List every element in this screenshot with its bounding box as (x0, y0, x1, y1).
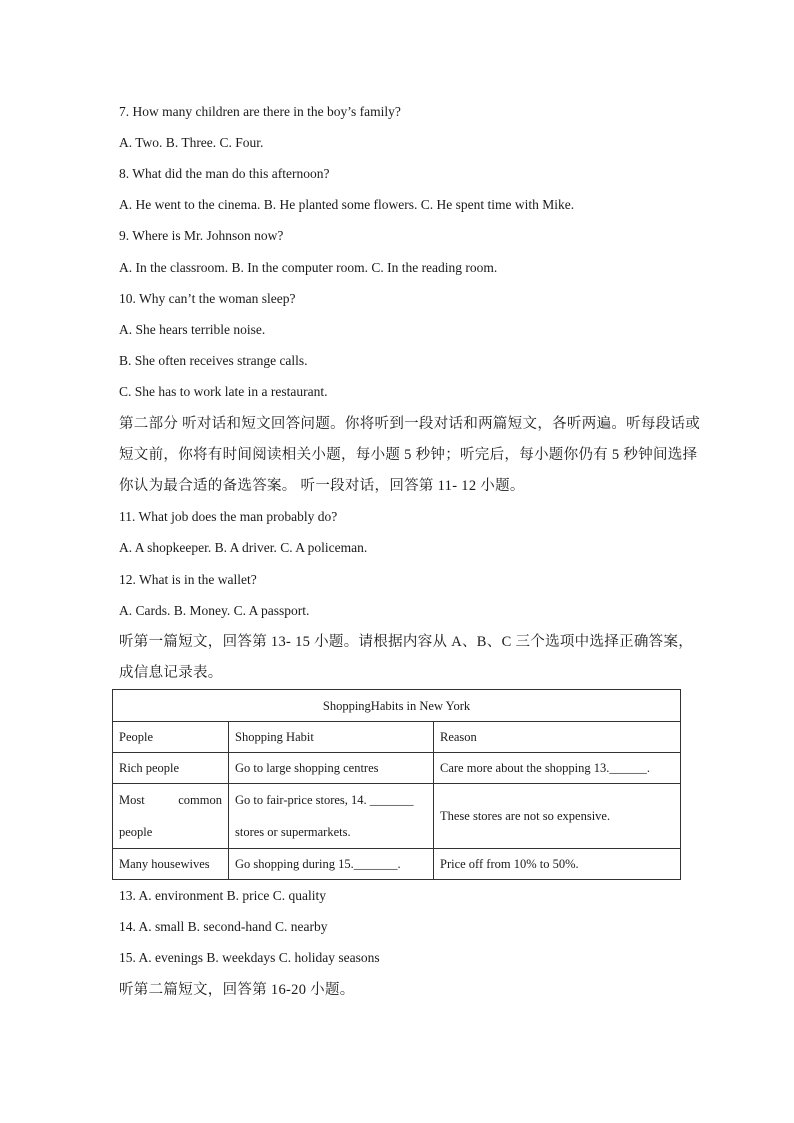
table-title: ShoppingHabits in New York (113, 690, 681, 722)
question-8: 8. What did the man do this afternoon? (119, 166, 330, 181)
cell-reason: These stores are not so expensive. (434, 784, 681, 849)
table-row (113, 849, 681, 880)
question-9: 9. Where is Mr. Johnson now? (119, 228, 284, 243)
question-13: 13. A. environment B. price C. quality (119, 888, 326, 903)
part2-instructions-line3: 你认为最合适的备选答案。 听一段对话，回答第 11- 12 小题。 (119, 478, 525, 494)
answer-7: A. Two. B. Three. C. Four. (119, 135, 264, 150)
table-header-row (113, 722, 681, 753)
cell-people-word3: people (119, 825, 153, 839)
cell-people-word2: common (178, 793, 222, 807)
answer-8: A. He went to the cinema. B. He planted some flowers. C. He spent time with Mike. (119, 197, 575, 212)
cell-habit (229, 784, 434, 849)
answer-11: A. A shopkeeper. B. A driver. C. A policeman. (119, 540, 368, 555)
table-row (113, 784, 681, 849)
answer-12: A. Cards. B. Money. C. A passport. (119, 603, 310, 618)
passage1-instructions-line2: 成信息记录表。 (119, 665, 223, 681)
part2-instructions-line1: 第二部分 听对话和短文回答问题。你将听到一段对话和两篇短文，各听两遍。听每段话或 (119, 416, 701, 432)
cell-habit: Go to large shopping centres (229, 753, 434, 784)
answer-10-a: A. She hears terrible noise. (119, 322, 266, 337)
cell-reason: Price off from 10% to 50%. (434, 849, 681, 880)
header-reason: Reason (434, 722, 681, 753)
cell-reason: Care more about the shopping 13.______. (434, 753, 681, 784)
table-row (113, 753, 681, 784)
passage2-instructions: 听第二篇短文，回答第 16-20 小题。 (119, 982, 355, 998)
question-15: 15. A. evenings B. weekdays C. holiday seasons (119, 950, 380, 965)
shopping-habits-table (112, 689, 681, 880)
header-people: People (113, 722, 229, 753)
answer-9: A. In the classroom. B. In the computer room. C. In the reading room. (119, 260, 498, 275)
answer-10-c: C. She has to work late in a restaurant. (119, 384, 328, 399)
passage1-instructions-line1: 听第一篇短文，回答第 13- 15 小题。请根据内容从 A、B、C 三个选项中选择正确答案， (119, 634, 694, 650)
cell-habit-line1: Go to fair-price stores, 14. _______ (235, 793, 414, 807)
question-12: 12. What is in the wallet? (119, 572, 257, 587)
question-7: 7. How many children are there in the boy’s family? (119, 104, 401, 119)
answer-10-b: B. She often receives strange calls. (119, 353, 308, 368)
question-11: 11. What job does the man probably do? (119, 509, 338, 524)
cell-habit-line2: stores or supermarkets. (235, 825, 351, 839)
cell-people (113, 784, 229, 849)
part2-instructions-line2: 短文前，你将有时间阅读相关小题，每小题 5 秒钟；听完后，每小题你仍有 5 秒钟间选择 (119, 447, 698, 463)
cell-people: Rich people (113, 753, 229, 784)
cell-people-word1: Most (119, 793, 145, 807)
question-10: 10. Why can’t the woman sleep? (119, 291, 296, 306)
question-14: 14. A. small B. second-hand C. nearby (119, 919, 328, 934)
cell-people: Many housewives (113, 849, 229, 880)
header-shopping-habit: Shopping Habit (229, 722, 434, 753)
cell-habit: Go shopping during 15._______. (229, 849, 434, 880)
